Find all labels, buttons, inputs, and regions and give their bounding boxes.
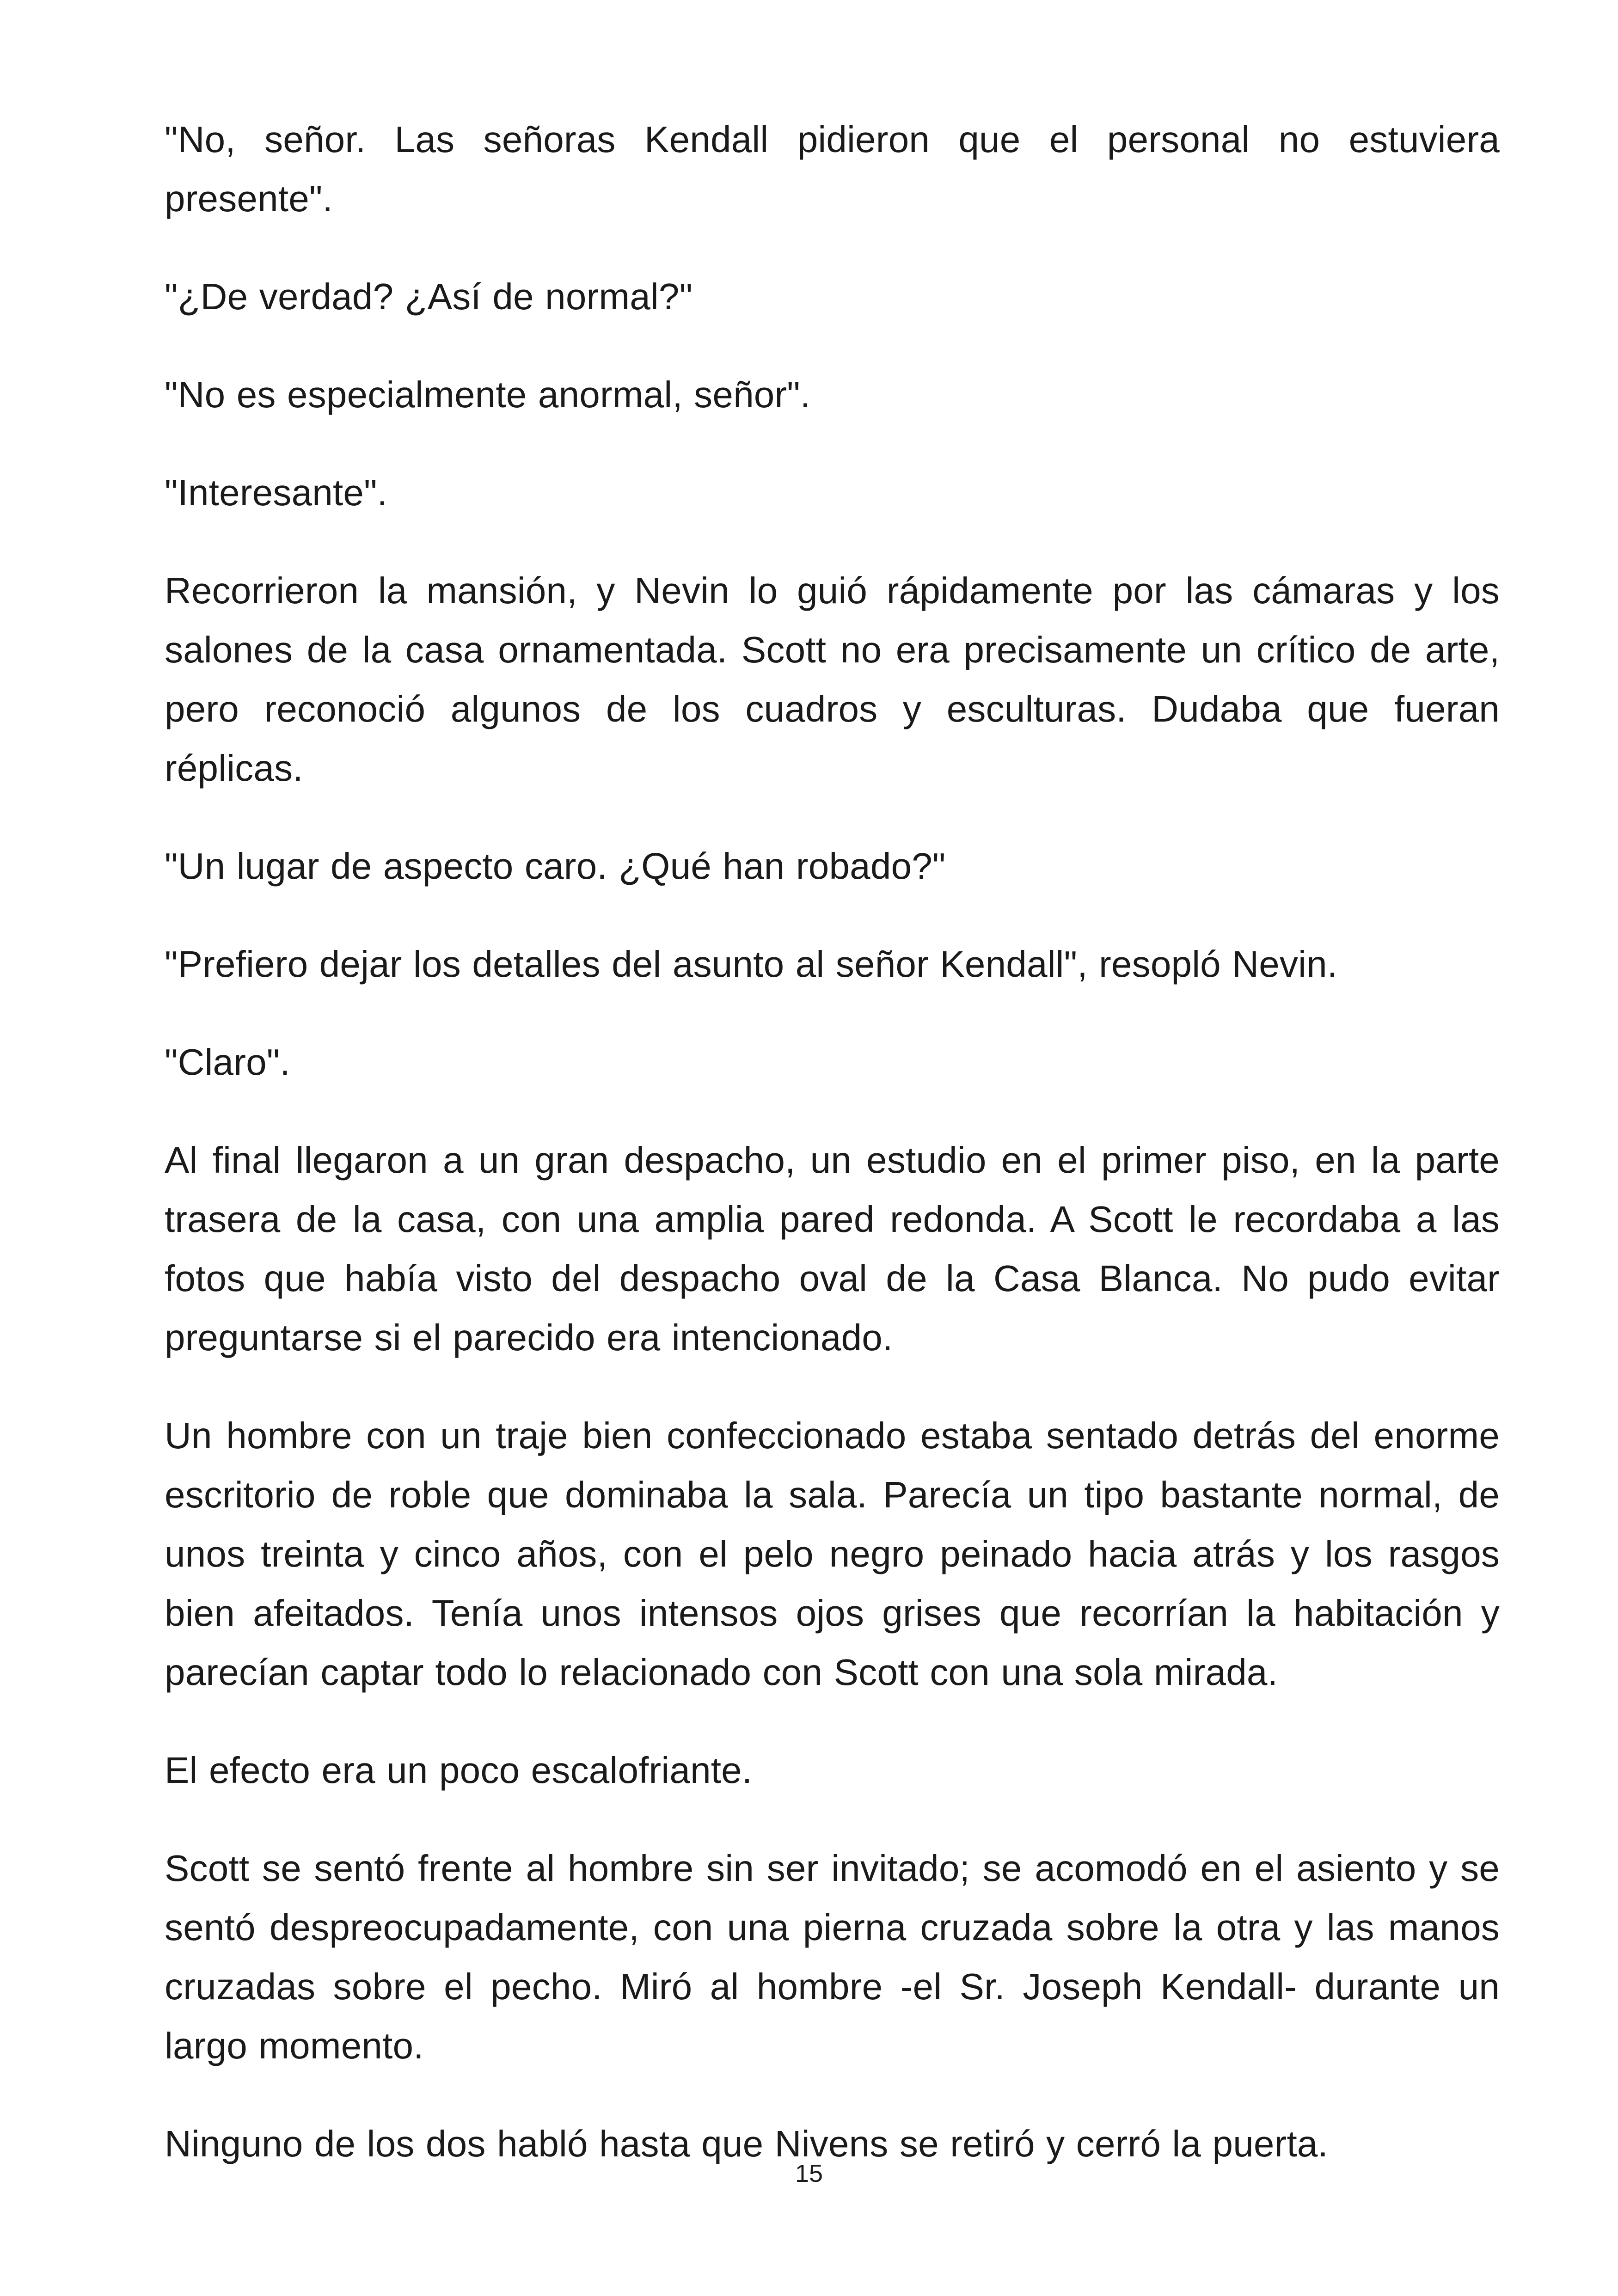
paragraph-2: "¿De verdad? ¿Así de normal?" bbox=[165, 276, 693, 317]
paragraph-12: Scott se sentó frente al hombre sin ser invitado; se acomodó en el asiento y se sentó despreocupadamente, con una pierna cruzada sobre la otra y las manos cruzadas sobre el pecho. Miró al hombre -el Sr. Joseph Kendall- durante un largo momento. bbox=[165, 1848, 1500, 2066]
paragraph-9: Al final llegaron a un gran despacho, un estudio en el primer piso, en la parte trasera de la casa, con una amplia pared redonda. A Scott le recordaba a las fotos que había visto del despacho oval de la Casa Blanca. No pudo evitar preguntarse si el parecido era intencionado. bbox=[165, 1139, 1500, 1358]
page-number: 15 bbox=[795, 2160, 823, 2187]
paragraph-4: "Interesante". bbox=[165, 472, 388, 513]
paragraph-11: El efecto era un poco escalofriante. bbox=[165, 1750, 753, 1791]
page-body bbox=[165, 110, 1500, 2212]
paragraph-10: Un hombre con un traje bien confeccionado estaba sentado detrás del enorme escritorio de roble que dominaba la sala. Parecía un tipo bastante normal, de unos treinta y cinco años, con el pelo negro peinado hacia atrás y los rasgos bien afeitados. Tenía unos intensos ojos grises que recorrían la habitación y parecían captar todo lo relacionado con Scott con una sola mirada. bbox=[165, 1415, 1500, 1693]
paragraph-8: "Claro". bbox=[165, 1041, 290, 1083]
paragraph-6: "Un lugar de aspecto caro. ¿Qué han robado?" bbox=[165, 845, 946, 887]
paragraph-1: "No, señor. Las señoras Kendall pidieron que el personal no estuviera presente". bbox=[165, 119, 1500, 219]
paragraph-13: Ninguno de los dos habló hasta que Nivens se retiró y cerró la puerta. bbox=[165, 2123, 1328, 2164]
paragraph-3: "No es especialmente anormal, señor". bbox=[165, 374, 811, 415]
paragraph-5: Recorrieron la mansión, y Nevin lo guió rápidamente por las cámaras y los salones de la casa ornamentada. Scott no era precisamente un crítico de arte, pero reconoció algunos de los cuadros y esculturas. Dudaba que fueran réplicas. bbox=[165, 570, 1500, 789]
paragraph-7: "Prefiero dejar los detalles del asunto al señor Kendall", resopló Nevin. bbox=[165, 943, 1338, 985]
